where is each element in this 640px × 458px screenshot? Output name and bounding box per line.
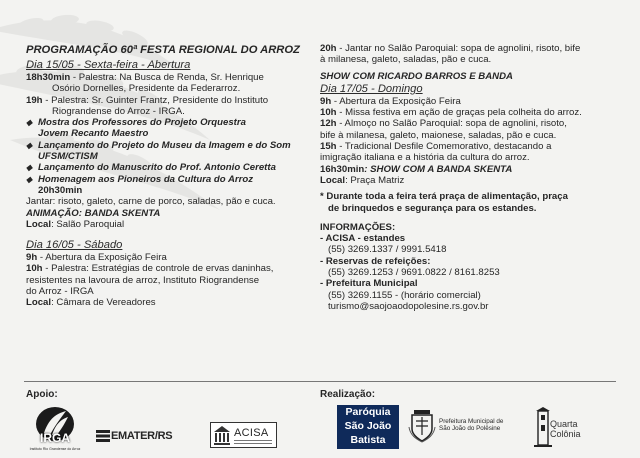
day3-item: 15h - Tradicional Desfile Comemorativo, destacando a (320, 141, 552, 153)
city-coat-of-arms-icon (408, 409, 436, 443)
day1-show: ANIMAÇÃO: BANDA SKENTA (26, 207, 161, 219)
prefeitura-phone: (55) 3269.1155 - (horário comercial) (328, 289, 481, 301)
prefeitura-label: - Prefeitura Municipal (320, 278, 418, 290)
day2-header: Dia 16/05 - Sábado (26, 239, 123, 252)
acisa-subtitle-rule (234, 440, 272, 444)
quarta-colonia-logo (528, 405, 588, 453)
day3-item: 9h - Abertura da Exposição Feira (320, 95, 461, 107)
paroquia-line: Batista (350, 434, 386, 446)
day1-bullet: ◆ Lançamento do Manuscrito do Prof. Antonio Ceretta (26, 162, 316, 173)
emater-mark-icon (96, 430, 110, 442)
left-column (26, 43, 316, 309)
apoio-label: Apoio: (26, 389, 58, 400)
day2-item-cont: resistentes na lavoura de arroz, Instituto Riograndense (26, 274, 260, 286)
info-title: INFORMAÇÕES: (320, 221, 396, 233)
prefeitura-text (439, 418, 503, 432)
quarta-colonia-text (550, 419, 581, 439)
acisa-building-icon (213, 425, 231, 445)
day3-item: 12h - Almoço no Salão Paroquial: sopa de agnolini, risoto, (320, 118, 567, 130)
acisa-logo (210, 422, 277, 448)
irga-text: IRGA (40, 431, 70, 445)
day1-dinner-time: 20h30min (38, 184, 83, 196)
day2-item: 10h - Palestra: Estratégias de controle de ervas daninhas, (26, 263, 274, 275)
paroquia-line: Paróquia (345, 406, 391, 418)
day1-item: 18h30min - Palestra: Na Busca de Renda, Sr. Henrique (26, 72, 264, 83)
prefeitura-logo (404, 405, 524, 453)
day3-show: 16h30min: SHOW COM A BANDA SKENTA (320, 163, 513, 175)
acisa-text: ACISA (234, 426, 269, 439)
day1-dinner-right-cont: à milanesa, galeto, saladas, pão e cuca. (320, 54, 492, 66)
prefeitura-line: Prefeitura Municipal de (439, 418, 504, 425)
day1-bullet: ◆ Mostra dos Professores do Projeto Orquestra (26, 117, 316, 128)
emater-logo (96, 429, 172, 443)
day1-item-cont: Riograndense do Arroz - IRGA. (52, 105, 185, 117)
acisa-label: - ACISA - estandes (320, 233, 406, 245)
day2-item: 9h - Abertura da Exposição Feira (26, 252, 167, 264)
day3-header: Dia 17/05 - Domingo (320, 82, 423, 95)
day3-item: 10h - Missa festiva em ação de graças pela colheita do arroz. (320, 107, 582, 119)
day2-item-cont: do Arroz - IRGA (26, 286, 94, 298)
day1-bullet: ◆ Homenagem aos Pioneiros da Cultura do Arroz (26, 174, 316, 185)
note-line: de brinquedos e segurança para os estandes. (328, 202, 537, 214)
email-link[interactable]: turismo@saojoaodopolesine.rs.gov.br (328, 300, 489, 312)
day1-dinner-right: 20h - Jantar no Salão Paroquial: sopa de agnolini, risoto, bife (320, 43, 581, 54)
footer (0, 385, 640, 458)
paroquia-logo (337, 405, 399, 449)
day1-bullet-cont: Jovem Recanto Maestro (38, 128, 149, 140)
day1-bullet: ◆ Lançamento do Projeto do Museu da Imagem e do Som (26, 140, 316, 151)
day1-local: Local: Salão Paroquial (26, 218, 125, 230)
day3-item-cont: bife à milanesa, galeto, maionese, saladas, pão e cuca. (320, 129, 557, 141)
quarta-line: Quarta (550, 419, 578, 429)
irga-subtext: Instituto Rio Grandense do Arroz (29, 447, 81, 451)
right-column (320, 43, 620, 312)
acisa-phone: (55) 3269.1337 / 9991.5418 (328, 244, 447, 256)
day1-dinner: Jantar: risoto, galeto, carne de porco, saladas, pão e cuca. (26, 196, 276, 208)
realizacao-label: Realização: (320, 389, 376, 400)
day2-local: Local: Câmara de Vereadores (26, 297, 156, 309)
day1-header: Dia 15/05 - Sexta-feira - Abertura (26, 59, 191, 71)
paroquia-line: São João (344, 420, 392, 432)
day1-item-cont: Osório Dornelles, Presidente da Federarroz. (52, 83, 241, 95)
day3-item-cont: imigração italiana e a história da cultura do arroz. (320, 152, 530, 164)
day1-bullet-cont: UFSM/CTISM (38, 151, 98, 163)
quarta-line: Colônia (550, 429, 581, 439)
meals-phone: (55) 3269.1253 / 9691.0822 / 8161.8253 (328, 267, 500, 279)
prefeitura-line: São João do Polêsine (439, 425, 501, 432)
day3-local: Local: Praça Matriz (320, 174, 405, 186)
day2-show: SHOW COM RICARDO BARROS E BANDA (320, 70, 513, 82)
meals-label: - Reservas de refeições: (320, 255, 431, 267)
footer-divider (24, 381, 616, 382)
emater-text: EMATER/RS (111, 430, 173, 442)
day1-item: 19h - Palestra: Sr. Guinter Frantz, Presidente do Instituto (26, 94, 269, 106)
program-title: PROGRAMAÇÃO 60ª FESTA REGIONAL DO ARROZ (26, 44, 300, 56)
irga-logo (30, 405, 80, 457)
note-line: * Durante toda a feira terá praça de alimentação, praça (320, 191, 568, 203)
